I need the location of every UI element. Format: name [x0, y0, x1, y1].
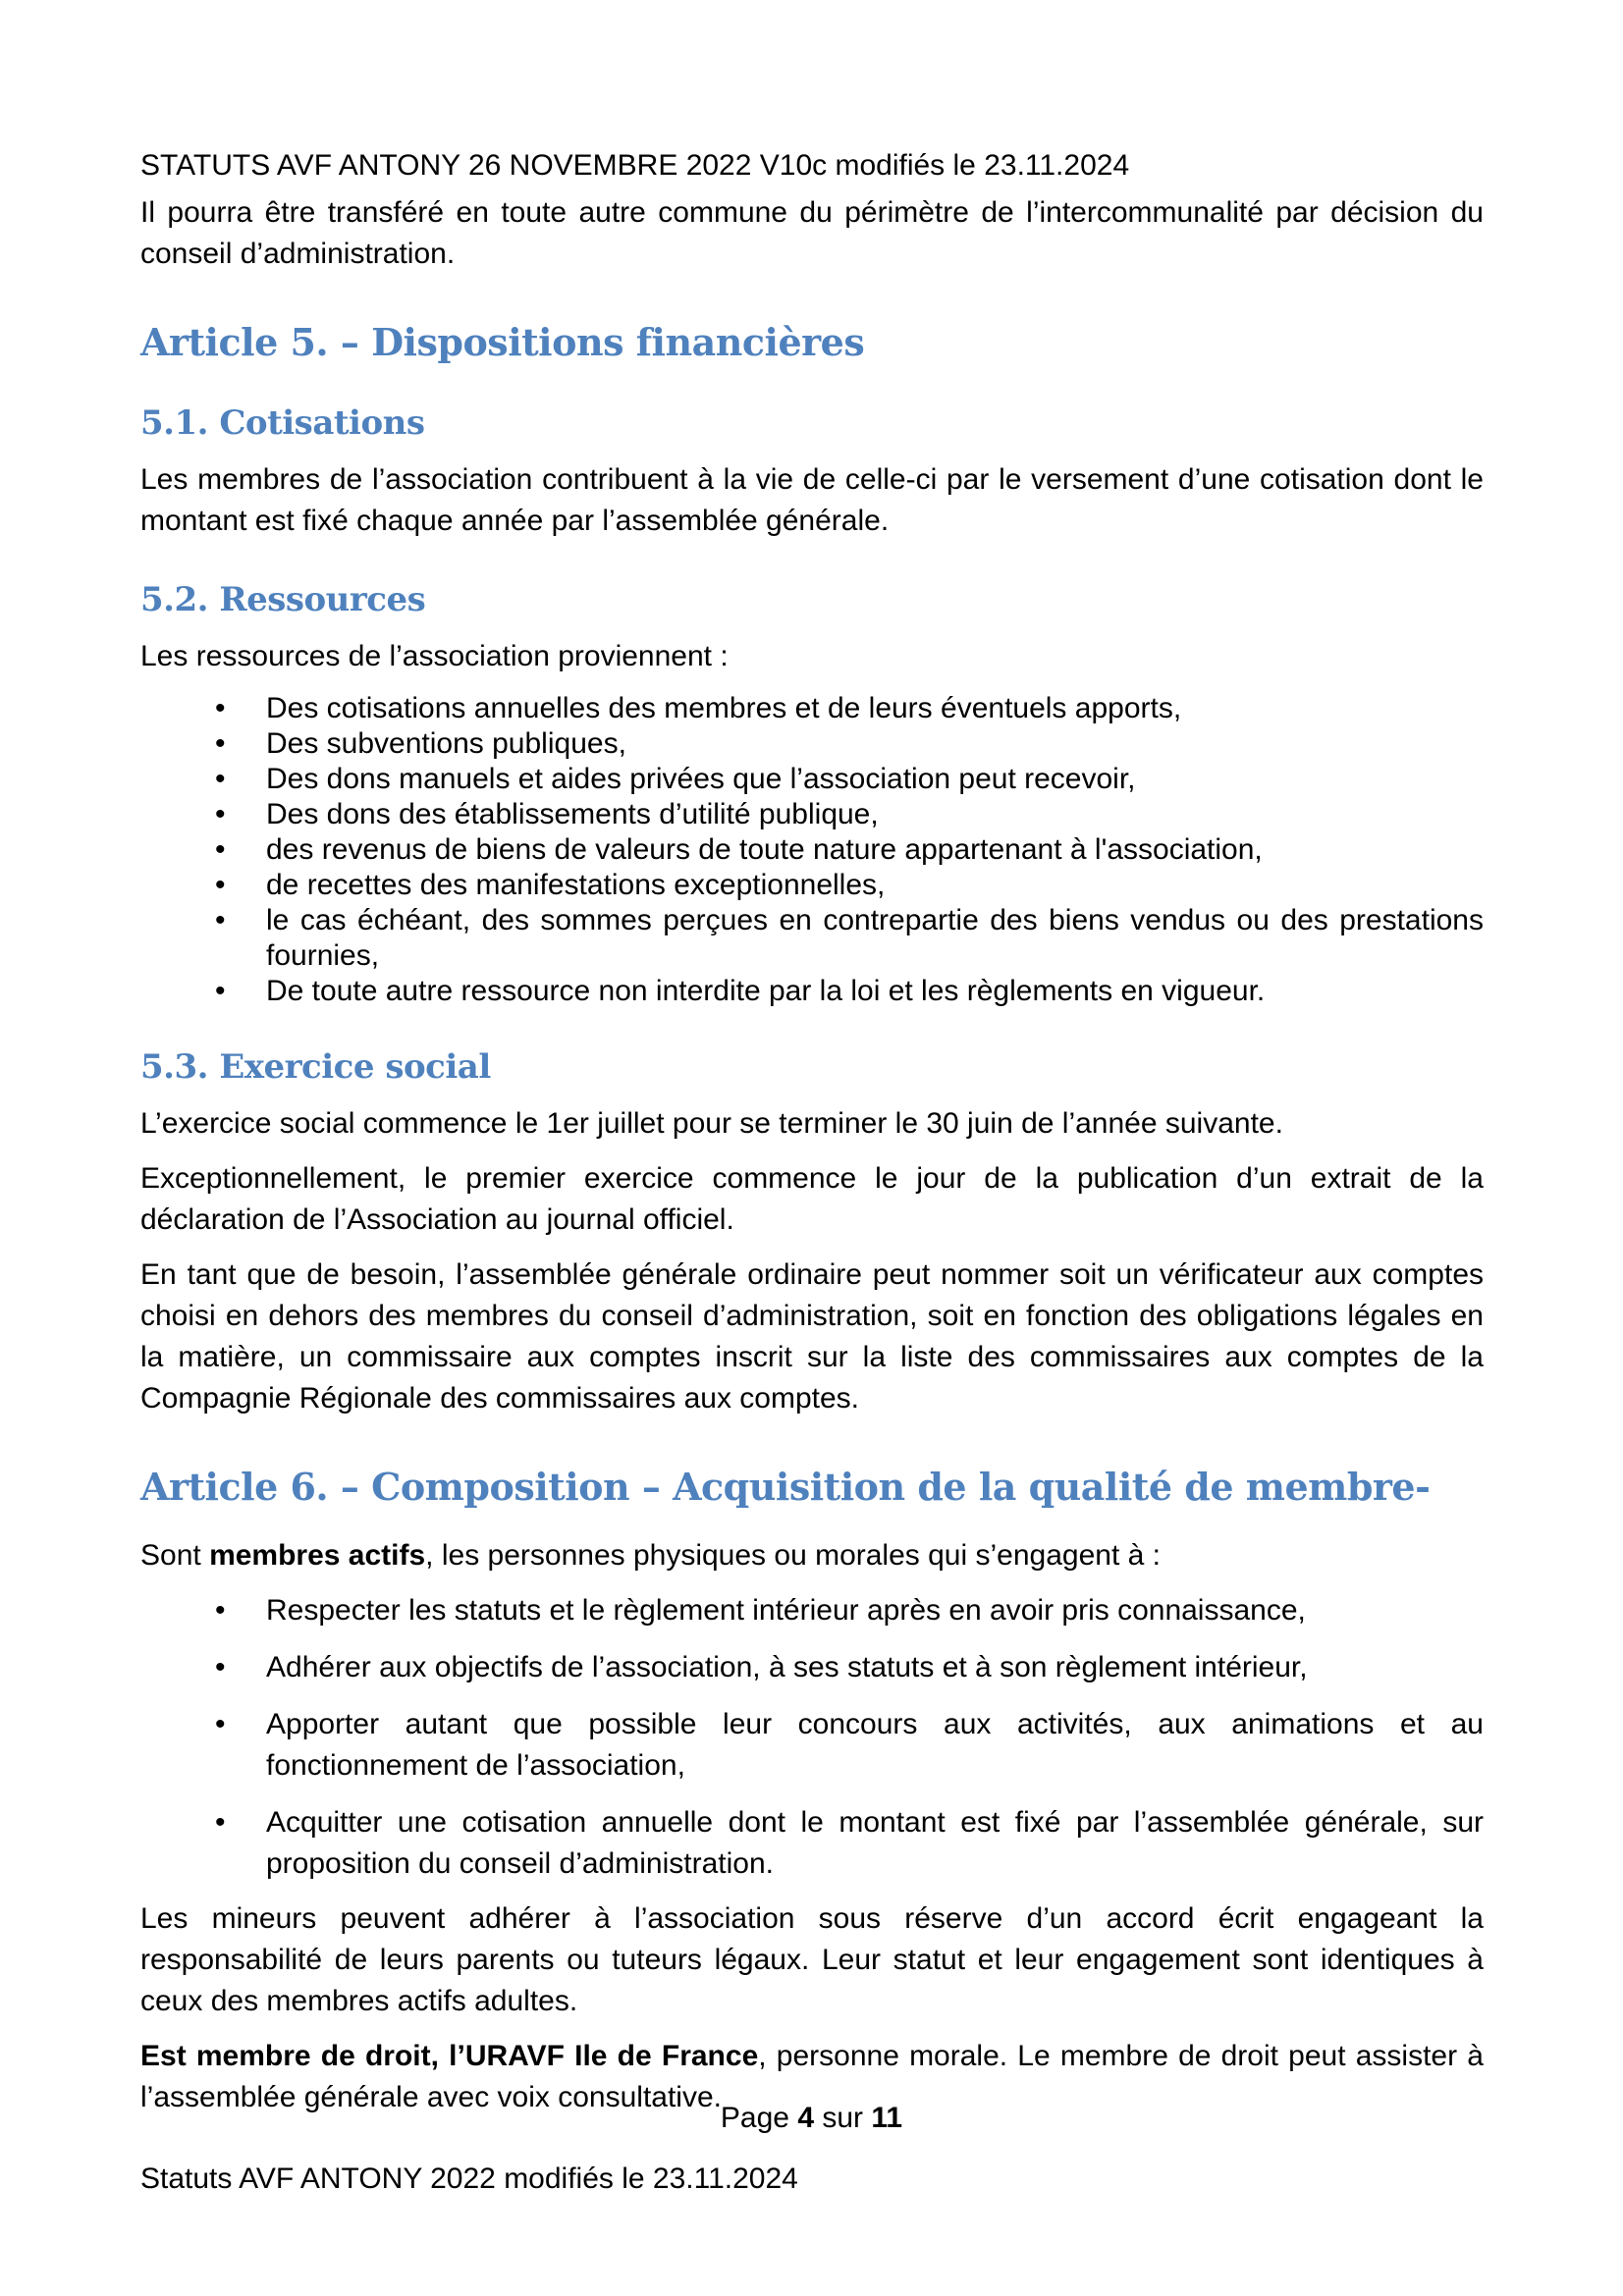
section-5-3-paragraph-3: En tant que de besoin, l’assemblée générale ordinaire peut nommer soit un vérificateur aux comptes choisi en dehors des membres du conseil d’administration, soit en fonction des obligations légales en la matière, un commissaire aux comptes inscrit sur la liste des commissaires aux comptes de la Compagnie Régionale des commissaires aux comptes. — [140, 1258, 1484, 1415]
list-item: • Respecter les statuts et le règlement intérieur après en avoir pris connaissance, — [266, 1590, 1484, 1631]
section-5-3-paragraph-2: Exceptionnellement, le premier exercice commence le jour de la publication d’un extrait de la déclaration de l’Association au journal officiel. — [140, 1162, 1484, 1236]
page-content — [140, 145, 1484, 2132]
article-6-intro-prefix: Sont — [140, 1539, 210, 1572]
article-6-title: Article 6. – Composition – Acquisition de la qualité de membre- — [140, 1465, 1431, 1509]
intro-paragraph: Il pourra être transféré en toute autre commune du périmètre de l’intercommunalité par décision du conseil d’administration. — [140, 196, 1484, 270]
section-5-1-paragraph: Les membres de l’association contribuent à la vie de celle-ci par le versement d’une cotisation dont le montant est fixé chaque année par l’assemblée générale. — [140, 463, 1484, 537]
list-item: • Des cotisations annuelles des membres et de leurs éventuels apports, — [266, 691, 1484, 726]
page-number: 4 — [797, 2102, 814, 2134]
article-6-intro-suffix: , les personnes physiques ou morales qui s’engagent à : — [425, 1539, 1161, 1572]
list-item: • Des subventions publiques, — [266, 726, 1484, 762]
list-item: • de recettes des manifestations exceptionnelles, — [266, 868, 1484, 903]
list-item: • Apporter autant que possible leur concours aux activités, aux animations et au fonctionnement de l’association, — [266, 1704, 1484, 1787]
list-item: • Des dons des établissements d’utilité publique, — [266, 797, 1484, 832]
membership-bullet-list — [140, 1590, 1484, 1885]
list-item: • des revenus de biens de valeurs de toute nature appartenant à l'association, — [266, 832, 1484, 868]
list-item: • Adhérer aux objectifs de l’association, à ses statuts et à son règlement intérieur, — [266, 1647, 1484, 1688]
section-5-1-title: 5.1. Cotisations — [140, 403, 425, 443]
document-footer-line: Statuts AVF ANTONY 2022 modifiés le 23.11.2024 — [140, 2163, 798, 2195]
section-5-3-paragraph-1: L’exercice social commence le 1er juillet pour se terminer le 30 juin de l’année suivante. — [140, 1107, 1283, 1140]
article-6-intro — [140, 1535, 1484, 1576]
member-of-right-rest: , personne morale. Le membre de droit peut assister à l’assemblée générale avec voix consultative. — [140, 2040, 1484, 2113]
article-5-title: Article 5. – Dispositions financières — [140, 320, 865, 364]
document-header-line: STATUTS AVF ANTONY 26 NOVEMBRE 2022 V10c modifiés le 23.11.2024 — [140, 149, 1130, 182]
list-item: • De toute autre ressource non interdite par la loi et les règlements en vigueur. — [266, 974, 1484, 1009]
resources-bullet-list — [140, 691, 1484, 1009]
minors-paragraph: Les mineurs peuvent adhérer à l’association sous réserve d’un accord écrit engageant la responsabilité de leurs parents ou tuteurs légaux. Leur statut et leur engagement sont identiques à ceux des membres actifs adultes. — [140, 1902, 1484, 2017]
section-5-3-title: 5.3. Exercice social — [140, 1047, 491, 1087]
list-item: • Des dons manuels et aides privées que l’association peut recevoir, — [266, 762, 1484, 797]
members-actifs-bold: membres actifs — [209, 1539, 426, 1572]
section-5-2-title: 5.2. Ressources — [140, 580, 426, 619]
list-item: • Acquitter une cotisation annuelle dont le montant est fixé par l’assemblée générale, sur proposition du conseil d’administration. — [266, 1802, 1484, 1885]
page-total: 11 — [871, 2102, 903, 2134]
page-word: Page — [720, 2102, 798, 2134]
list-item: • le cas échéant, des sommes perçues en contrepartie des biens vendus ou des prestations fournies, — [266, 903, 1484, 974]
page-number-footer — [0, 2099, 1623, 2138]
member-of-right-bold: Est membre de droit, l’URAVF Ile de France — [140, 2040, 759, 2072]
sur-word: sur — [814, 2102, 872, 2134]
section-5-2-intro: Les ressources de l’association proviennent : — [140, 640, 729, 672]
